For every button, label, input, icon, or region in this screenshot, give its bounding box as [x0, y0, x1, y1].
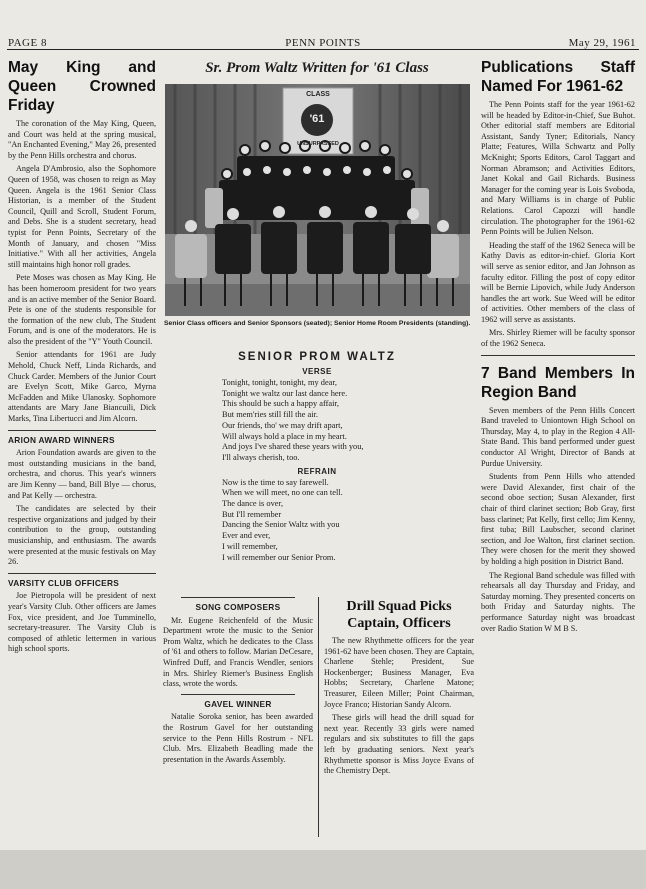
- lyric-line: But I'll remember: [222, 509, 282, 519]
- center-left-column: [163, 597, 313, 768]
- lyric-line: I will remember our Senior Prom.: [222, 552, 336, 562]
- lyric-line: The dance is over,: [222, 499, 284, 509]
- lyric-line: Will always hold a place in my heart.: [222, 431, 347, 441]
- divider: [481, 355, 635, 356]
- header-rule: [7, 49, 639, 50]
- senior-prom-waltz: [160, 351, 474, 563]
- article-paragraph: Arion Foundation awards are given to the most outstanding musicians in the band, orchestra, and chorus. This year's winners are Jim Kenny — band, Bill Blye — chorus, and Pat Kelly — orchestra.: [8, 448, 156, 500]
- article-paragraph: The Penn Points staff for the year 1961-62 will be headed by Editor-in-Chief, Sue Buhot. Other editorial staff members are Editorial Assistant, Sandy Tyner; Editorials, Nancy Platte; Features, Willa Schwartz and Polly McKnight; Sports Editors, Carol Taggart and Norman Abramson; and Activities Editors, Janet Kokal and Gail Richards. Business Manager for the coming year is Lois Svoboda, and Mary Williams is in charge of Public Relations. Carol Capozzi will handle circulation. The photographer for the 1961-62 Penn Points will be Julien Nelson.: [481, 100, 635, 237]
- lyric-line: Ever and ever,: [222, 531, 271, 541]
- divider: [181, 597, 295, 598]
- may-king-headline: May King and Queen Crowned Friday: [8, 59, 156, 114]
- verse-label: VERSE: [302, 367, 332, 376]
- lyric-line: Dancing the Senior Waltz with you: [222, 520, 340, 530]
- lyric-line: Tonight we waltz our last dance here.: [222, 388, 348, 398]
- refrain-label: REFRAIN: [297, 466, 337, 476]
- lyric-line: I'll always cherish, too.: [222, 452, 300, 462]
- divider: [181, 694, 295, 695]
- scan-bottom-edge: [0, 850, 646, 889]
- prom-banner-headline: Sr. Prom Waltz Written for '61 Class: [205, 60, 429, 76]
- article-paragraph: The Regional Band schedule was filled with rehearsals all day Thursday and Friday, and Saturday morning. They presented concerts on both Friday and Saturday nights. The performance Saturday night was broadcast over Radio Station W M B S.: [481, 570, 635, 633]
- paper-name: PENN POINTS: [285, 37, 361, 49]
- right-column: [481, 58, 635, 637]
- article-paragraph: Heading the staff of the 1962 Seneca will be Kathy Davis as editor-in-chief. Gloria Kort will serve as senior editor, and Jan Johnson as faculty editor. Filling the post of copy editor will be Bernie Lipovich, while Judy Anderson handles the art work. Sue Weed will be editor of activities. Other members of the class of 1962 will serve as assistants.: [481, 240, 635, 324]
- lyric-line: Our friends, tho' we may drift apart,: [222, 420, 343, 430]
- verse-lyrics: [160, 378, 474, 464]
- lyric-line: This should be such a happy affair,: [222, 399, 339, 409]
- article-paragraph: Mr. Eugene Reichenfeld of the Music Department wrote the music to the Senior Prom Waltz, which he dedicates to the Class of '61 and others to follow. Marian DeCesare, Winfred Duff, and Francis Wendler, seniors in Mrs. Shirley Riemer's Business English class, wrote the words.: [163, 615, 313, 689]
- column-divider: [318, 597, 319, 837]
- article-paragraph: The new Rhythmette officers for the year 1961-62 have been chosen. They are Captain, Charlene Stehle; President, Sue Hockenberger; Business Manager, Eva Hobbs; Secretary, Charlene Matone; Treasurer, Eileen Miller; Point Chairman, Joyce Franco; Historian Sandy Alcorn.: [324, 636, 474, 709]
- lyric-line: Tonight, tonight, tonight, my dear,: [222, 378, 337, 387]
- lyric-line: I will remember,: [222, 541, 278, 551]
- refrain-lyrics: [160, 478, 474, 564]
- waltz-title: SENIOR PROM WALTZ: [238, 351, 396, 363]
- divider: [8, 430, 156, 431]
- photo-caption: Senior Class officers and Senior Sponsors (seated); Senior Home Room Presidents (standing).: [164, 320, 471, 327]
- class-officers-photo: [165, 84, 470, 316]
- varsity-heading: VARSITY CLUB OFFICERS: [8, 577, 120, 588]
- arion-heading: ARION AWARD WINNERS: [8, 434, 115, 445]
- article-paragraph: Angela D'Ambrosio, also the Sophomore Queen of 1958, was chosen to reign as May Queen. Angela is the 1961 Senior Class Historian, is a member of the Student Council, Quill and Scroll, Student Forum, and Debs. She is a student secretary, head typist for Penn Points, Secretary of the Month of January, and chosen "Miss Initiative." With all her activities, Angela still maintains high honor roll grades.: [8, 164, 156, 269]
- lyric-line: Now is the time to say farewell.: [222, 477, 329, 487]
- lyric-line: But mem'ries still fill the air.: [222, 410, 318, 420]
- article-paragraph: Students from Penn Hills who attended were David Alexander, first chair of the second oboe section; Susan Alexander, first chair of third clarinet section; Bob Gray, first bass clarinet; Pat Kelly, first cello; Jim Kenny, first tuba; Bill Laubscher, second clarinet section, and Joe Walton, first clarinet section. They were chosen for the merit they showed by holding a high position in District Band.: [481, 472, 635, 566]
- article-paragraph: Pete Moses was chosen as May King. He has been homeroom president for two years and is an active member of the Senior Board. Pete is one of the students responsible for the formation of the new club, The Student Forum, and is one of the moderators. He is also the president of the "Y" Youth Council.: [8, 273, 157, 346]
- publications-headline: Publications Staff Named For 1961-62: [481, 59, 635, 95]
- class-sign-bottom: UNSURPASSED: [297, 141, 339, 147]
- article-paragraph: The coronation of the May King, Queen, and Court was held at the spring musical, "An Enchanted Evening," May 26, presented by the Penn Hills orchestra and chorus.: [8, 119, 156, 160]
- lyric-line: When we will meet, no one can tell.: [222, 488, 343, 498]
- gavel-heading: GAVEL WINNER: [204, 698, 272, 709]
- composers-heading: SONG COMPOSERS: [195, 602, 281, 612]
- band-headline: 7 Band Members In Region Band: [481, 364, 635, 401]
- article-paragraph: These girls will head the drill squad for next year. Recently 33 girls were named regulars and six substitutes to fill the gaps left by graduating seniors. Next year's Rhythmette sponsor is Miss Joyce Evans of the Chemistry Dept.: [324, 713, 474, 776]
- class-sign-number: '61: [309, 113, 325, 125]
- drill-squad-headline: Drill Squad Picks Captain, Officers: [346, 599, 452, 631]
- class-sign-top: CLASS: [306, 91, 330, 98]
- article-paragraph: Seven members of the Penn Hills Concert Band traveled to Uniontown High School on Thursday, May 4, to play in the Region 4 All-State Band. This band performed under guest conductor Al Wright, Director of Bands at Purdue University.: [481, 405, 635, 468]
- article-paragraph: Mrs. Shirley Riemer will be faculty sponsor of the 1962 Seneca.: [481, 328, 635, 349]
- left-column: [8, 58, 156, 658]
- issue-date: May 29, 1961: [568, 37, 636, 49]
- article-paragraph: Natalie Soroka senior, has been awarded the Rostrum Gavel for her outstanding service to the Penn Hills Rostrum - NFL Club. Mrs. Elizabeth Beadling made the presentation in the Awards Assembly.: [163, 712, 313, 764]
- lyric-line: And joys I've shared these years with you,: [222, 442, 364, 452]
- page-number: PAGE 8: [8, 37, 47, 49]
- article-paragraph: Senior attendants for 1961 are Judy Mehold, Chuck Neff, Linda Richards, and Chuck Carder. Members of the Junior Court are Evelyn Scott, Mike Garco, Myrna McFadden and Mike Ulanosky. Sophomore attendants are Mary Jane Biancuili, Dick Marks, Tina Libertucci and Jim Alcorn.: [8, 350, 156, 424]
- center-right-column: [324, 598, 474, 780]
- article-paragraph: Joe Pietropola will be president of next year's Varsity Club. Other officers are James Fox, vice president, and Joe Tumminello, secretary-treasurer. The Varsity Club is composed of athletic lettermen in various high school sports.: [8, 591, 156, 654]
- article-paragraph: The candidates are selected by their respective organizations and judged by their contribution to the group, outstanding musicianship, and enthusiasm. The awards were presented at the music festivals on May 26.: [8, 504, 156, 567]
- divider: [8, 573, 156, 574]
